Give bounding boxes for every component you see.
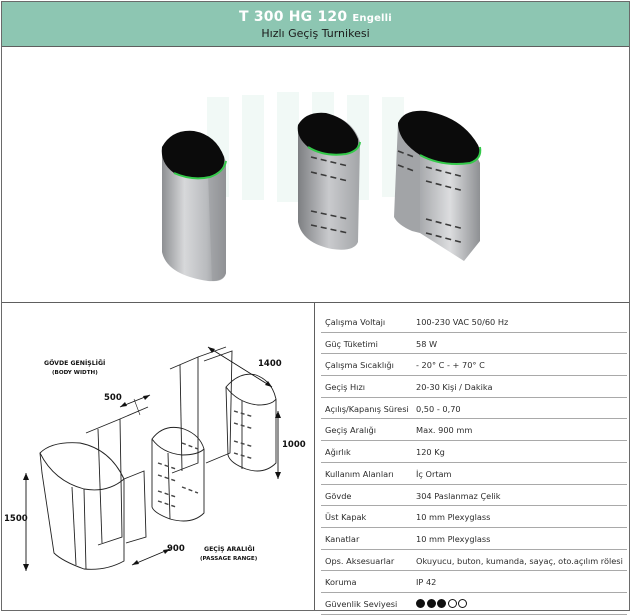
spec-row <box>321 311 627 333</box>
spec-row <box>321 571 627 593</box>
spec-value: IP 42 <box>416 577 437 588</box>
spec-value: 100-230 VAC 50/60 Hz <box>416 317 509 327</box>
dimension-1500: 1500 <box>4 514 28 524</box>
security-level-dots <box>416 598 469 608</box>
body-width-label: GÖVDE GENİŞLİĞİ <box>44 360 106 367</box>
technical-drawing <box>2 303 315 610</box>
model-variant: Engelli <box>352 13 392 24</box>
dimension-500: 500 <box>104 393 122 403</box>
dimension-900: 900 <box>167 544 185 554</box>
spec-label: Geçiş Aralığı <box>325 425 377 436</box>
security-dot-empty <box>448 599 457 608</box>
spec-row <box>321 506 627 528</box>
turnstile-photo-illustration <box>2 47 629 302</box>
spec-value: 10 mm Plexyglass <box>416 512 491 523</box>
spec-label: Ağırlık <box>325 447 351 458</box>
spec-label: Güvenlik Seviyesi <box>325 598 398 609</box>
product-photo <box>2 47 629 303</box>
spec-label: Kanatlar <box>325 533 360 544</box>
spec-label: Kullanım Alanları <box>325 468 394 479</box>
spec-label: Açılış/Kapanış Süresi <box>325 403 409 414</box>
spec-value: 58 W <box>416 338 438 349</box>
dimension-1400: 1400 <box>258 359 282 369</box>
page-subtitle: Hızlı Geçiş Turnikesi <box>261 27 370 40</box>
spec-label: Çalışma Sıcaklığı <box>325 360 394 371</box>
passage-range-label-en: (PASSAGE RANGE) <box>200 556 258 562</box>
spec-row <box>321 528 627 550</box>
spec-row <box>321 485 627 507</box>
spec-value: 20-30 Kişi / Dakika <box>416 382 493 393</box>
turnstile-outlines <box>40 347 276 569</box>
spec-value: 10 mm Plexyglass <box>416 533 491 544</box>
spec-label: Çalışma Voltajı <box>325 317 386 327</box>
spec-row <box>321 441 627 463</box>
spec-label: Üst Kapak <box>325 512 367 523</box>
spec-row <box>321 333 627 355</box>
turnstile-unit-right <box>394 111 480 261</box>
spec-table <box>321 311 627 615</box>
spec-value: Max. 900 mm <box>416 425 473 436</box>
spec-label: Güç Tüketimi <box>325 338 378 349</box>
turnstile-unit-left <box>162 131 226 281</box>
spec-value: 120 Kg <box>416 447 445 458</box>
dimension-drawing <box>2 303 314 610</box>
spec-label: Geçiş Hızı <box>325 382 366 393</box>
spec-label: Gövde <box>325 490 352 501</box>
spec-row <box>321 376 627 398</box>
header-bar <box>2 2 629 47</box>
spec-row <box>321 398 627 420</box>
dimension-1000: 1000 <box>282 440 306 450</box>
passage-range-label: GEÇİŞ ARALIĞI <box>204 546 255 553</box>
spec-row <box>321 593 627 615</box>
spec-row <box>321 419 627 441</box>
product-sheet <box>1 1 630 611</box>
body-width-label-en: (BODY WIDTH) <box>52 370 98 376</box>
security-dot-empty <box>458 599 467 608</box>
spec-label: Ops. Aksesuarlar <box>325 555 395 566</box>
model-name: T 300 HG 120 <box>239 9 348 25</box>
spec-label: Koruma <box>325 577 357 588</box>
security-dot-filled <box>437 599 446 608</box>
spec-value: 304 Paslanmaz Çelik <box>416 490 501 501</box>
spec-value: Okuyucu, buton, kumanda, sayaç, oto.açılım rölesi <box>416 555 623 566</box>
page-title <box>2 9 629 25</box>
spec-value: - 20° C - + 70° C <box>416 360 485 371</box>
panel-slots <box>158 411 254 507</box>
turnstile-unit-middle <box>298 113 360 250</box>
spec-row <box>321 550 627 572</box>
security-dot-filled <box>427 599 436 608</box>
spec-row <box>321 463 627 485</box>
spec-row <box>321 354 627 376</box>
security-dot-filled <box>416 599 425 608</box>
spec-value: 0,50 - 0,70 <box>416 403 461 414</box>
spec-value: İç Ortam <box>416 468 452 479</box>
